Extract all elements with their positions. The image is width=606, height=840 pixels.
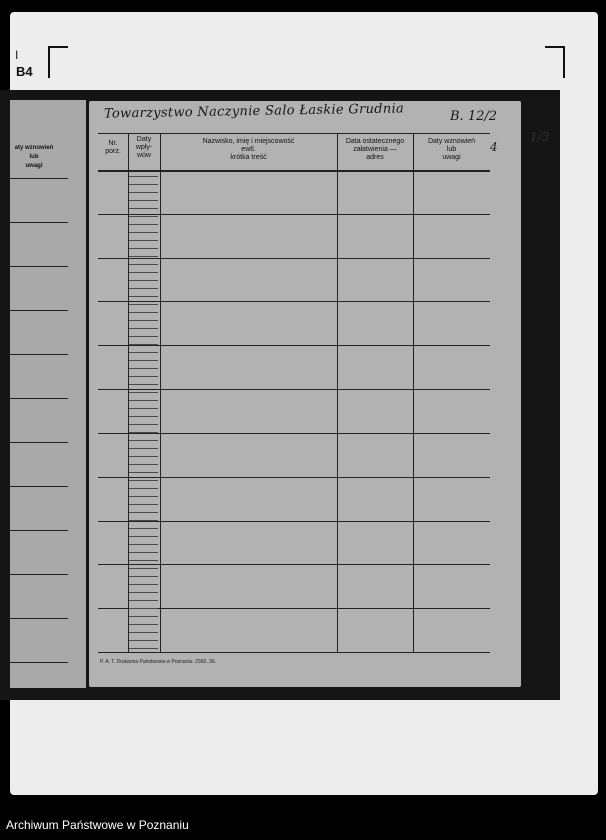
date-column-rule	[129, 536, 158, 537]
date-column-rule	[129, 480, 158, 481]
date-column-rule	[129, 456, 158, 457]
date-column-rule	[129, 264, 158, 265]
back-sheet-line	[10, 442, 68, 443]
printer-footer: P. A. T. Drukarnia Państwowa w Poznaniu. 2360. 36.	[100, 659, 216, 665]
back-sheet-line	[10, 222, 68, 223]
table-row-line	[98, 389, 490, 390]
back-sheet-line	[10, 662, 68, 663]
back-sheet-line	[10, 530, 68, 531]
table-row-line	[98, 652, 490, 653]
date-column-rule	[129, 392, 158, 393]
back-sheet-line	[10, 354, 68, 355]
date-column-rule	[129, 496, 158, 497]
date-column-rule	[129, 632, 158, 633]
date-column-rule	[129, 360, 158, 361]
corner-bracket-right	[545, 46, 565, 78]
date-column-rule	[129, 648, 158, 649]
date-column-rule	[129, 520, 158, 521]
date-column-rule	[129, 440, 158, 441]
back-sheet-line	[10, 618, 68, 619]
header-nazwisko: Nazwisko, imię i miejscowość ewtl. krótka treść	[202, 138, 295, 161]
table-column-line	[413, 133, 414, 652]
date-column-rule	[129, 280, 158, 281]
table-row-line	[98, 433, 490, 434]
handwritten-code: B. 12/2	[450, 109, 498, 124]
date-column-rule	[129, 240, 158, 241]
back-sheet-line	[10, 574, 68, 575]
date-column-rule	[129, 552, 158, 553]
date-column-rule	[129, 288, 158, 289]
date-column-rule	[129, 416, 158, 417]
date-column-rule	[129, 336, 158, 337]
date-column-rule	[129, 624, 158, 625]
back-sheet-line	[10, 486, 68, 487]
table-row-line	[98, 301, 490, 302]
date-column-rule	[129, 544, 158, 545]
date-column-rule	[129, 344, 158, 345]
table-row-line	[98, 564, 490, 565]
back-sheet-line	[10, 310, 68, 311]
date-column-rule	[129, 592, 158, 593]
header-daty-wplywu: Daty wpły- wów	[135, 136, 153, 159]
date-column-rule	[129, 216, 158, 217]
corner-bracket-left	[48, 46, 68, 78]
date-column-rule	[129, 320, 158, 321]
date-column-rule	[129, 184, 158, 185]
header-daty-wznowien: Daty wznowień lub uwagi	[427, 138, 476, 161]
date-column-rule	[129, 600, 158, 601]
header-nr: Nr. porz.	[105, 140, 121, 155]
table-header-line	[98, 170, 490, 172]
date-column-rule	[129, 464, 158, 465]
date-column-rule	[129, 616, 158, 617]
edge-mark: 1/3	[530, 130, 550, 144]
date-column-rule	[129, 256, 158, 257]
back-sheet	[10, 100, 86, 688]
date-column-rule	[129, 376, 158, 377]
date-column-rule	[129, 568, 158, 569]
card-corner-mark: I	[15, 48, 19, 62]
table-row-line	[98, 477, 490, 478]
date-column-rule	[129, 304, 158, 305]
date-column-rule	[129, 640, 158, 641]
date-column-rule	[129, 368, 158, 369]
date-column-rule	[129, 528, 158, 529]
table-row-line	[98, 345, 490, 346]
date-column-rule	[129, 408, 158, 409]
date-column-rule	[129, 176, 158, 177]
date-column-rule	[129, 448, 158, 449]
table-top-line	[98, 133, 490, 134]
date-column-rule	[129, 296, 158, 297]
date-column-rule	[129, 584, 158, 585]
date-column-rule	[129, 608, 158, 609]
date-column-rule	[129, 328, 158, 329]
back-sheet-line	[10, 398, 68, 399]
date-column-rule	[129, 352, 158, 353]
date-column-rule	[129, 512, 158, 513]
date-column-rule	[129, 272, 158, 273]
date-column-rule	[129, 312, 158, 313]
table-row-line	[98, 214, 490, 215]
back-sheet-line	[10, 266, 68, 267]
back-sheet-line	[10, 178, 68, 179]
archive-watermark: Archiwum Państwowe w Poznaniu	[6, 818, 189, 832]
date-column-rule	[129, 560, 158, 561]
date-column-rule	[129, 472, 158, 473]
date-column-rule	[129, 200, 158, 201]
margin-number: 4	[490, 140, 498, 154]
handwritten-title: Towarzystwo Naczynie Salo Łaskie Grudnia	[103, 101, 405, 122]
date-column-rule	[129, 248, 158, 249]
date-column-rule	[129, 504, 158, 505]
date-column-rule	[129, 576, 158, 577]
back-sheet-header: aty wznowień lub uwagi	[14, 145, 54, 169]
date-column-rule	[129, 432, 158, 433]
date-column-rule	[129, 400, 158, 401]
date-column-rule	[129, 208, 158, 209]
card-tag: B4	[16, 64, 33, 79]
date-column-rule	[129, 384, 158, 385]
date-column-rule	[129, 488, 158, 489]
date-column-rule	[129, 192, 158, 193]
date-column-rule	[129, 424, 158, 425]
date-column-rule	[129, 224, 158, 225]
table-column-line	[160, 133, 161, 652]
table-row-line	[98, 521, 490, 522]
header-data-ostatecznego: Data ostatecznego załatwienia — adres	[345, 138, 405, 161]
table-column-line	[337, 133, 338, 652]
date-column-rule	[129, 232, 158, 233]
table-row-line	[98, 258, 490, 259]
